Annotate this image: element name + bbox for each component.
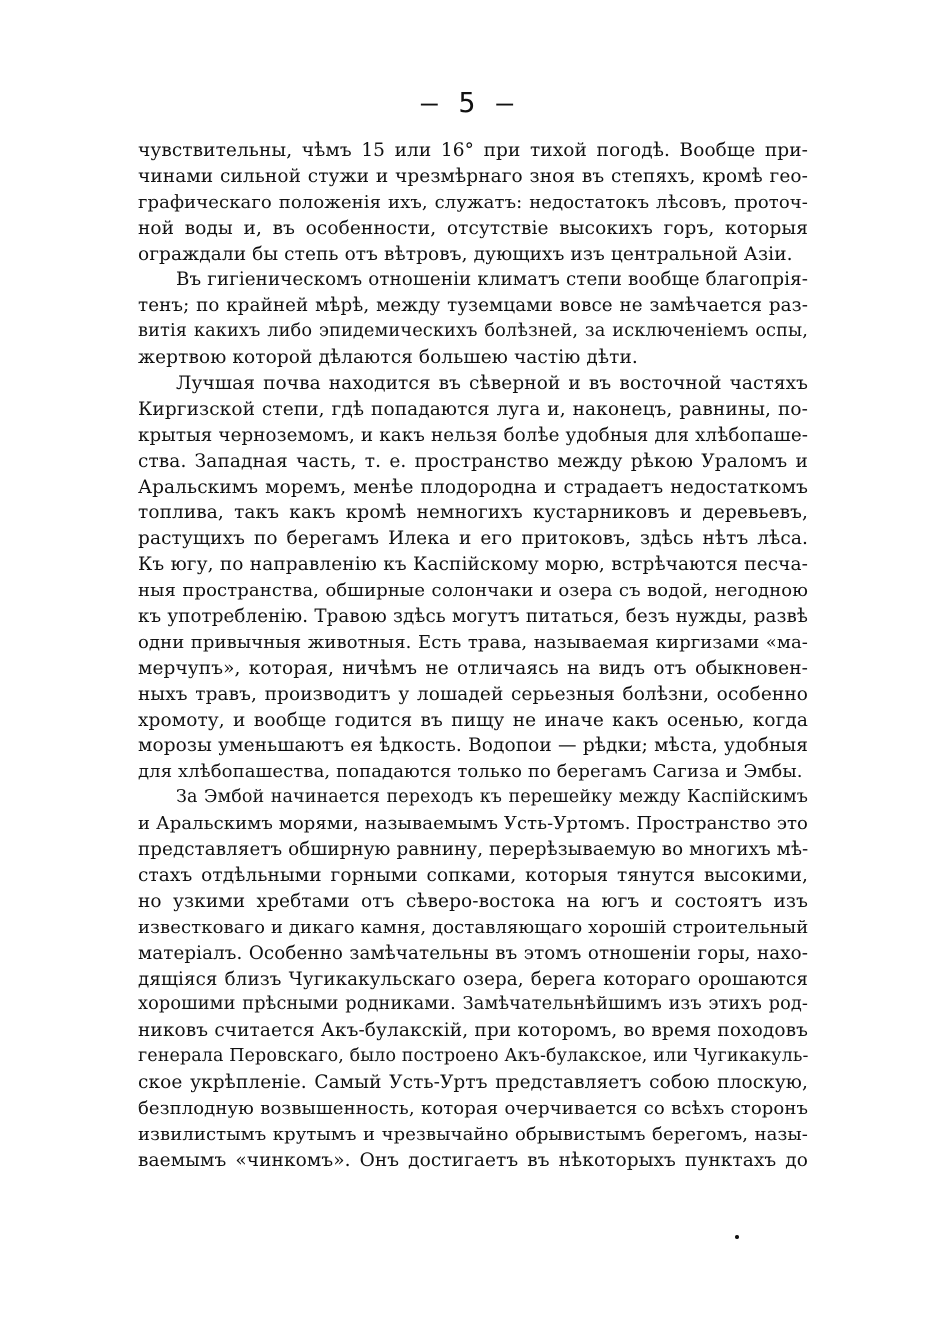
text-line: топлива, такъ какъ кромѣ немногихъ кустарниковъ и деревьевъ, xyxy=(138,502,808,524)
text-line: чинами сильной стужи и чрезмѣрнаго зноя въ степяхъ, кромѣ гео- xyxy=(138,165,808,187)
text-line: жертвою которой дѣлаются большею частію дѣти. xyxy=(138,347,638,369)
text-line: Въ гигіеническомъ отношеніи климатъ степи вообще благопрія- xyxy=(176,269,808,291)
text-line: ныхъ травъ, производитъ у лошадей серьезныя болѣзни, особенно xyxy=(138,683,808,705)
text-line: одни привычныя животныя. Есть трава, называемая киргизами «ма- xyxy=(138,631,808,653)
text-line: безплодную возвышенность, которая очерчивается со всѣхъ сторонъ xyxy=(138,1097,808,1119)
text-line: хорошими прѣсными родниками. Замѣчательнѣйшимъ изъ этихъ род- xyxy=(138,994,808,1015)
body-text xyxy=(138,138,808,1174)
text-line: тенъ; по крайней мѣрѣ, между туземцами вовсе не замѣчается раз- xyxy=(138,295,808,317)
text-line: витія какихъ либо эпидемическихъ болѣзней, за исключеніемъ оспы, xyxy=(138,321,808,342)
text-line: но узкими хребтами отъ сѣверо-востока на югъ и состоятъ изъ xyxy=(138,890,808,912)
text-line: извилистымъ крутымъ и чрезвычайно обрывистымъ берегомъ, назы- xyxy=(138,1123,808,1145)
text-line: никовъ считается Акъ-булакскій, при которомъ, во время походовъ xyxy=(138,1020,808,1042)
text-line: стахъ отдѣльными горными сопками, которыя тянутся высокими, xyxy=(138,864,808,886)
text-line: Киргизской степи, гдѣ попадаются луга и, наконецъ, равнины, по- xyxy=(138,398,808,420)
text-line: представляетъ обширную равнину, перерѣзываемую во многихъ мѣ- xyxy=(138,839,809,861)
text-line: и Аральскимъ морями, называемымъ Усть-Уртомъ. Пространство это xyxy=(138,813,808,835)
text-line: ское укрѣпленіе. Самый Усть-Уртъ представляетъ собою плоскую, xyxy=(138,1072,808,1094)
text-line: морозы уменьшаютъ ея ѣдкость. Водопои — рѣдки; мѣста, удобныя xyxy=(138,735,808,757)
text-line: известковаго и дикаго камня, доставляющаго хорошій строительный xyxy=(138,916,809,938)
ink-speck xyxy=(735,1235,739,1239)
text-line: Аральскимъ моремъ, менѣе плодородна и страдаетъ недостаткомъ xyxy=(138,476,808,498)
text-line: графическаго положенія ихъ, служатъ: недостатокъ лѣсовъ, проточ- xyxy=(138,191,808,213)
text-line: ваемымъ «чинкомъ». Онъ достигаетъ въ нѣкоторыхъ пунктахъ до xyxy=(138,1149,808,1171)
text-line: генерала Перовскаго, было построено Акъ-булакское, или Чугикакуль- xyxy=(138,1046,809,1067)
text-line: къ употребленію. Травою здѣсь могутъ питаться, безъ нужды, развѣ xyxy=(138,606,808,628)
text-line: За Эмбой начинается переходъ къ перешейку между Каспійскимъ xyxy=(176,787,808,808)
text-line: хромоту, и вообще годится въ пищу не иначе какъ осенью, когда xyxy=(138,709,808,731)
text-line: чувствительны, чѣмъ 15 или 16° при тихой погодѣ. Вообще при- xyxy=(138,140,808,161)
text-line: дящіяся близъ Чугикакульскаго озера, берега котораго орошаются xyxy=(138,968,808,990)
text-line: ныя пространства, обширные солончаки и озера съ водой, негодною xyxy=(138,580,808,602)
text-line: ной воды и, въ особенности, отсутствіе высокихъ горъ, которыя xyxy=(138,217,808,239)
text-line: мерчупъ», которая, ничѣмъ не отличаясь на видъ отъ обыкновен- xyxy=(138,657,808,679)
text-line: ства. Западная часть, т. е. пространство между рѣкою Ураломъ и xyxy=(138,450,808,472)
text-line: растущихъ по берегамъ Илека и его притоковъ, здѣсь нѣтъ лѣса. xyxy=(138,528,808,550)
text-line: Лучшая почва находится въ сѣверной и въ восточной частяхъ xyxy=(176,373,808,395)
text-line: для хлѣбопашества, попадаются только по берегамъ Сагиза и Эмбы. xyxy=(138,761,803,783)
text-line: матеріалъ. Особенно замѣчательны въ этомъ отношеніи горы, нахо- xyxy=(138,942,808,964)
page-number: — 5 — xyxy=(420,86,516,119)
text-line: Къ югу, по направленію къ Каспійскому морю, встрѣчаются песча- xyxy=(138,554,808,576)
text-line: ограждали бы степь отъ вѣтровъ, дующихъ изъ центральной Азіи. xyxy=(138,243,793,265)
text-line: крытыя черноземомъ, и какъ нельзя болѣе удобныя для хлѣбопаше- xyxy=(138,424,808,446)
